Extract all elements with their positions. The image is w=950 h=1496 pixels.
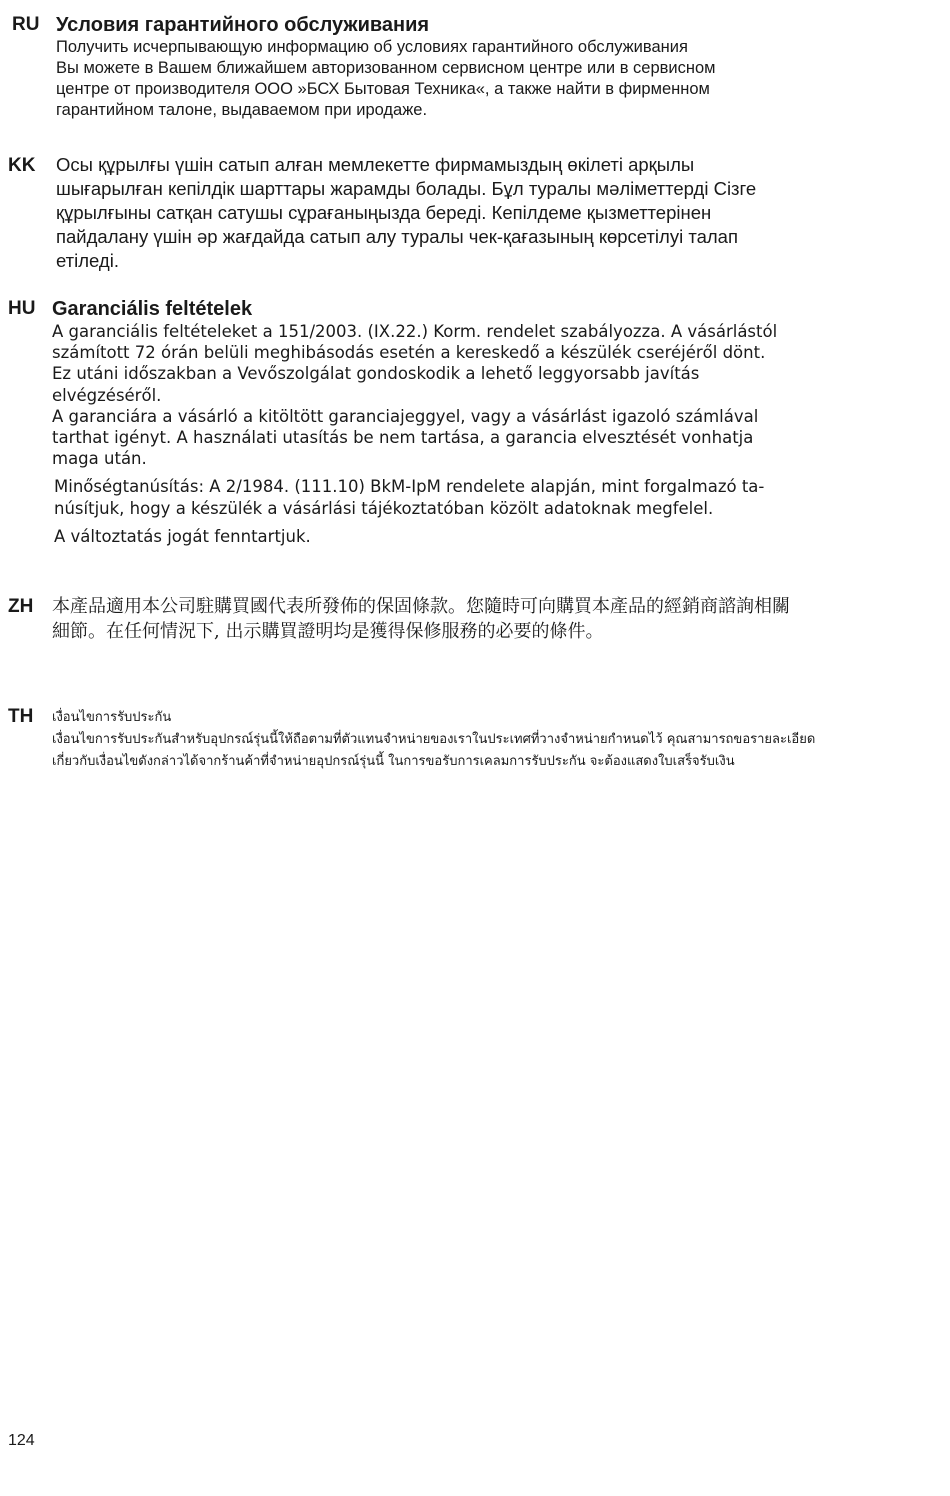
paragraph	[52, 526, 912, 547]
body-line: гарантийном талоне, выдаваемом при иродаже.	[56, 101, 428, 119]
section-heading-hu: Garanciális feltételek	[52, 298, 253, 320]
language-code-zh: ZH	[8, 596, 34, 617]
body-line: เกี่ยวกับเงื่อนไขดังกล่าวได้จากร้านค้าที่จำหน่ายอุปกรณ์รุ่นนี้ ในการขอรับการเคลมการรับประกัน จะต้องแสดงใบเสร็จรับเงิน	[52, 754, 735, 769]
body-line: Вы можете в Вашем ближайшем авторизованном сервисном центре или в сервисном	[56, 59, 716, 77]
body-line: tarthat igényt. A használati utasítás be nem tartása, a garancia elvesztését vonhatja	[52, 428, 754, 448]
section-heading-th: เงื่อนไขการรับประกัน	[52, 710, 172, 725]
section-hu	[52, 297, 912, 547]
body-line: núsítjuk, hogy a készülék a vásárlási tájékoztatóban közölt adatoknak megfelel.	[54, 498, 714, 518]
body-line: центре от производителя ООО »БСХ Бытовая Техника«, а также найти в фирменном	[56, 80, 710, 98]
body-line: elvégzéséről.	[52, 385, 162, 405]
section-th	[52, 707, 912, 773]
body-line: етіледі.	[56, 250, 119, 271]
language-code-kk: KK	[8, 155, 36, 176]
body-line: A garanciális feltételeket a 151/2003. (IX.22.) Korm. rendelet szabályozza. A vásárlástól	[52, 322, 778, 341]
body-line: A garanciára a vásárló a kitöltött garanciajeggyel, vagy a vásárlást igazoló számlával	[52, 406, 759, 426]
body-line: Получить исчерпывающую информацию об условиях гарантийного обслуживания	[56, 38, 688, 56]
language-code-th: TH	[8, 706, 34, 727]
body-line: 細節。在任何情況下, 出示購買證明均是獲得保修服務的必要的條件。	[52, 621, 604, 642]
language-code-hu: HU	[8, 298, 36, 319]
page-number: 124	[8, 1432, 35, 1449]
body-line: шығарылған кепілдік шарттары жарамды болады. Бұл туралы мәліметтерді Сізге	[56, 178, 757, 199]
section-heading-ru: Условия гарантийного обслуживания	[56, 14, 430, 36]
body-line: A változtatás jogát fenntartjuk.	[54, 526, 311, 546]
body-line: Осы құрылғы үшін сатып алған мемлекетте фирмамыздың өкілеті арқылы	[56, 154, 695, 175]
body-line: 本產品適用本公司駐購買國代表所發佈的保固條款。您隨時可向購買本產品的經銷商諮詢相關	[52, 596, 790, 617]
body-line: Ez utáni időszakban a Vevőszolgálat gondoskodik a lehető leggyorsabb javítás	[52, 364, 700, 384]
body-line: пайдалану үшін әр жағдайда сатып алу туралы чек-қағазының көрсетілуі талап	[56, 226, 738, 247]
body-line: เงื่อนไขการรับประกันสำหรับอุปกรณ์รุ่นนี้ให้ถือตามที่ตัวแทนจำหน่ายของเราในประเทศที่วางจำหน่ายกำหนดไว้ คุณสามารถขอรายละเอียด	[52, 732, 816, 747]
body-line: құрылғыны сатқан сатушы сұрағаныңызда береді. Кепілдеме қызметтерінен	[56, 202, 712, 223]
section-kk	[56, 153, 916, 273]
language-code-ru: RU	[12, 14, 40, 35]
paragraph	[52, 476, 912, 518]
section-zh	[52, 594, 912, 644]
body-line: számított 72 órán belüli meghibásodás esetén a kereskedő a készülék cseréjéről dönt.	[52, 343, 766, 363]
section-ru	[56, 13, 916, 121]
paragraph	[52, 321, 912, 469]
body-line: Minőségtanúsítás: A 2/1984. (111.10) BkM-IpM rendelete alapján, mint forgalmazó ta-	[54, 477, 765, 497]
body-line: maga után.	[52, 449, 147, 469]
